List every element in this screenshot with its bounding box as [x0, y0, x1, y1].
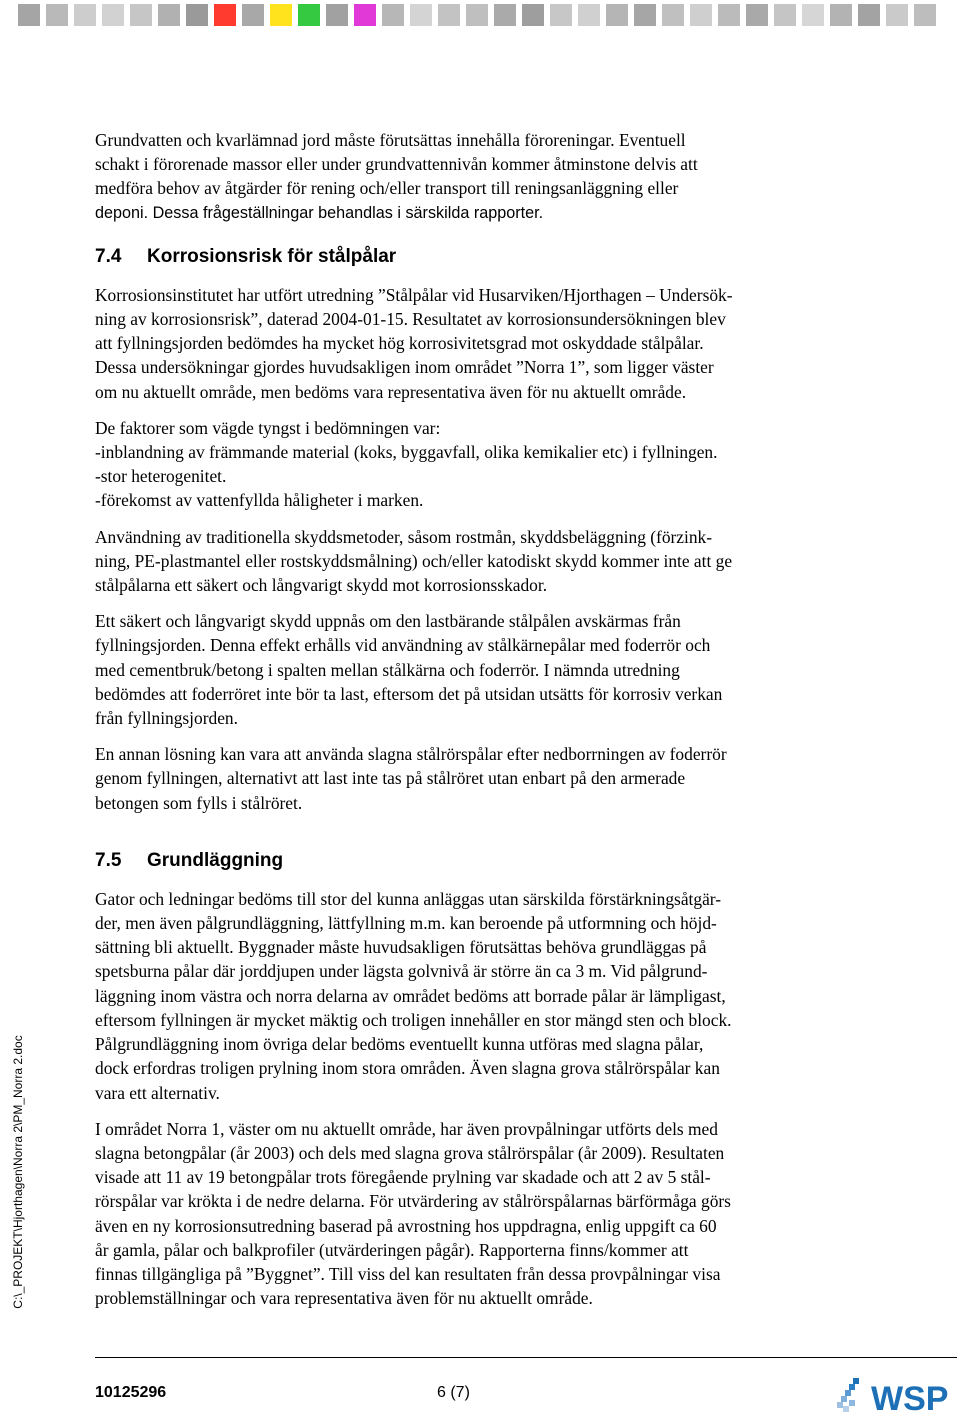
- header-color-square: [634, 4, 656, 26]
- header-color-square: [522, 4, 544, 26]
- text-line: spetsburna pålar där jorddjupen under lägsta golvnivå är större än ca 3 m. Vid pålgrund-: [95, 961, 708, 982]
- header-color-square: [578, 4, 600, 26]
- document-body: [95, 128, 873, 1322]
- paragraph: [95, 1117, 873, 1311]
- paragraph: [95, 742, 873, 815]
- text-line: rörspålar var krökta i de nedre delarna. För utvärdering av stålrörspålarnas bärförmåga görs: [95, 1191, 731, 1212]
- text-line: ning, PE-plastmantel eller rostskyddsmålning) och/eller katodiskt skydd kommer inte att ge: [95, 550, 733, 571]
- text-line: Grundvatten och kvarlämnad jord måste förutsättas innehålla föroreningar. Eventuell: [95, 130, 686, 150]
- text-line: Pålgrundläggning inom övriga delar bedöms eventuellt kunna utföras med slagna pålar,: [95, 1034, 704, 1055]
- header-color-square: [46, 4, 68, 26]
- section-title: Korrosionsrisk för stålpålar: [147, 245, 397, 267]
- header-color-square: [410, 4, 432, 26]
- text-line: genom fyllningen, alternativt att last inte tas på stålröret utan enbart på den armerade: [95, 768, 686, 789]
- header-color-square: [718, 4, 740, 26]
- section-heading-7-5: [95, 849, 873, 873]
- file-path-sidebar: [8, 1035, 28, 1309]
- text-line: visade att 11 av 19 betongpålar trots föregående prylning var skadade och att 2 av 5 stål-: [95, 1167, 711, 1188]
- header-color-square: [298, 4, 320, 26]
- section-number: 7.5: [95, 849, 122, 871]
- text-line: dock erfordras troligen prylning inom stora områden. Även slagna grova stålrörspålar kan: [95, 1058, 720, 1079]
- text-line: fyllningsjorden. Denna effekt erhålls vid användning av stålkärnepålar med foderrör och: [95, 635, 711, 656]
- text-line: stålpålarna ett säkert och långvarigt skydd mot korrosionsskador.: [95, 575, 548, 596]
- section-heading-7-4: [95, 245, 873, 269]
- text-line: der, men även pålgrundläggning, lättfyllning m.m. kan beroende på utformning och höjd-: [95, 913, 717, 934]
- text-line: år gamla, pålar och balkprofiler (utvärderingen pågår). Rapporterna finns/kommer att: [95, 1239, 689, 1260]
- text-line: betongen som fylls i stålröret.: [95, 792, 303, 813]
- wsp-logo: [835, 1376, 957, 1416]
- text-line: läggning inom västra och norra delarna av området bedöms att borrade pålar är lämpligast,: [95, 985, 726, 1006]
- text-line: att fyllningsjorden bedömdes ha mycket hög korrosivitetsgrad mot oskyddade stålpålar.: [95, 333, 704, 354]
- text-line: Korrosionsinstitutet har utfört utredning ”Stålpålar vid Husarviken/Hjorthagen – Undersök-: [95, 284, 733, 305]
- text-line: eftersom fyllningen är mycket mäktig och troligen innehåller en stor mängd sten och block.: [95, 1009, 732, 1030]
- text-line: Gator och ledningar bedöms till stor del kunna anläggas utan särskilda förstärkningsåtgär-: [95, 888, 722, 909]
- text-line: även en ny korrosionsutredning baserad på avrostning hos uppdragna, enlig uppgift ca 60: [95, 1215, 717, 1236]
- header-color-square: [774, 4, 796, 26]
- text-line: slagna betongpålar (år 2003) och dels med slagna grova stålrörspålar (år 2009). Resultaten: [95, 1142, 725, 1163]
- header-color-square: [18, 4, 40, 26]
- text-line: Dessa undersökningar gjordes huvudsakligen inom området ”Norra 1”, som ligger väster: [95, 357, 714, 378]
- text-line: schakt i förorenade massor eller under grundvattennivån kommer åtminstone delvis att: [95, 154, 698, 175]
- header-color-square: [382, 4, 404, 26]
- text-line: En annan lösning kan vara att använda slagna stålrörspålar efter nedborrningen av foderrör: [95, 744, 727, 765]
- header-color-square: [494, 4, 516, 26]
- text-line: deponi. Dessa frågeställningar behandlas i särskilda rapporter.: [95, 203, 544, 222]
- header-color-square: [158, 4, 180, 26]
- text-line: bedömdes att foderröret inte bör ta last, eftersom det på utsidan utsätts för korrosiv verkan: [95, 683, 723, 704]
- text-line: finnas tillgängliga på ”Byggnet”. Till viss del kan resultaten från dessa provpålningar visa: [95, 1263, 721, 1284]
- header-color-square: [326, 4, 348, 26]
- header-color-bar: [0, 0, 960, 30]
- header-color-square: [74, 4, 96, 26]
- paragraph: [95, 416, 873, 513]
- intro-paragraph: [95, 128, 873, 225]
- header-color-square: [242, 4, 264, 26]
- text-line: från fyllningsjorden.: [95, 708, 238, 729]
- text-line: -inblandning av främmande material (koks, byggavfall, olika kemikalier etc) i fyllningen.: [95, 442, 718, 463]
- header-color-square: [690, 4, 712, 26]
- header-color-square: [466, 4, 488, 26]
- text-line: -förekomst av vattenfyllda håligheter i marken.: [95, 490, 424, 511]
- wsp-logo-mark: [837, 1378, 859, 1412]
- header-color-square: [662, 4, 684, 26]
- text-line: I området Norra 1, väster om nu aktuellt område, har även provpålningar utförts dels med: [95, 1118, 718, 1139]
- header-color-square: [130, 4, 152, 26]
- footer-divider: [95, 1357, 957, 1358]
- document-number: 10125296: [95, 1384, 167, 1401]
- header-color-square: [802, 4, 824, 26]
- header-color-square: [746, 4, 768, 26]
- header-color-square: [214, 4, 236, 26]
- header-color-square: [886, 4, 908, 26]
- text-line: Användning av traditionella skyddsmetoder, såsom rostmån, skyddsbeläggning (förzink-: [95, 526, 713, 547]
- paragraph: [95, 283, 873, 404]
- paragraph: [95, 887, 873, 1105]
- header-color-square: [186, 4, 208, 26]
- section-title: Grundläggning: [147, 849, 284, 871]
- section-number: 7.4: [95, 245, 122, 267]
- text-line: De faktorer som vägde tyngst i bedömningen var:: [95, 417, 441, 438]
- file-path-text: C:\_PROJEKT\Hjorthagen\Norra 2\PM_Norra 2.doc: [11, 1035, 25, 1309]
- header-color-square: [270, 4, 292, 26]
- header-color-square: [858, 4, 880, 26]
- text-line: problemställningar och vara representativa även för nu aktuellt område.: [95, 1288, 593, 1309]
- text-line: med cementbruk/betong i spalten mellan stålkärna och foderrör. I nämnda utredning: [95, 659, 680, 680]
- header-color-square: [550, 4, 572, 26]
- header-color-square: [354, 4, 376, 26]
- header-color-square: [438, 4, 460, 26]
- header-color-square: [606, 4, 628, 26]
- text-line: ning av korrosionsrisk”, daterad 2004-01-15. Resultatet av korrosionsundersökningen blev: [95, 309, 726, 330]
- header-color-square: [914, 4, 936, 26]
- text-line: Ett säkert och långvarigt skydd uppnås om den lastbärande stålpålen avskärmas från: [95, 611, 681, 632]
- text-line: -stor heterogenitet.: [95, 466, 227, 487]
- text-line: om nu aktuellt område, men bedöms vara representativa även för nu aktuellt område.: [95, 381, 687, 402]
- header-color-square: [830, 4, 852, 26]
- paragraph: [95, 609, 873, 730]
- text-line: sättning bli aktuellt. Byggnader måste huvudsakligen förutsättas behöva grundläggas på: [95, 937, 707, 958]
- text-line: vara ett alternativ.: [95, 1082, 220, 1103]
- wsp-logo-text: WSP: [871, 1380, 949, 1416]
- text-line: medföra behov av åtgärder för rening och/eller transport till reningsanläggning eller: [95, 178, 679, 199]
- paragraph: [95, 525, 873, 598]
- page-number: 6 (7): [437, 1384, 470, 1401]
- header-color-square: [102, 4, 124, 26]
